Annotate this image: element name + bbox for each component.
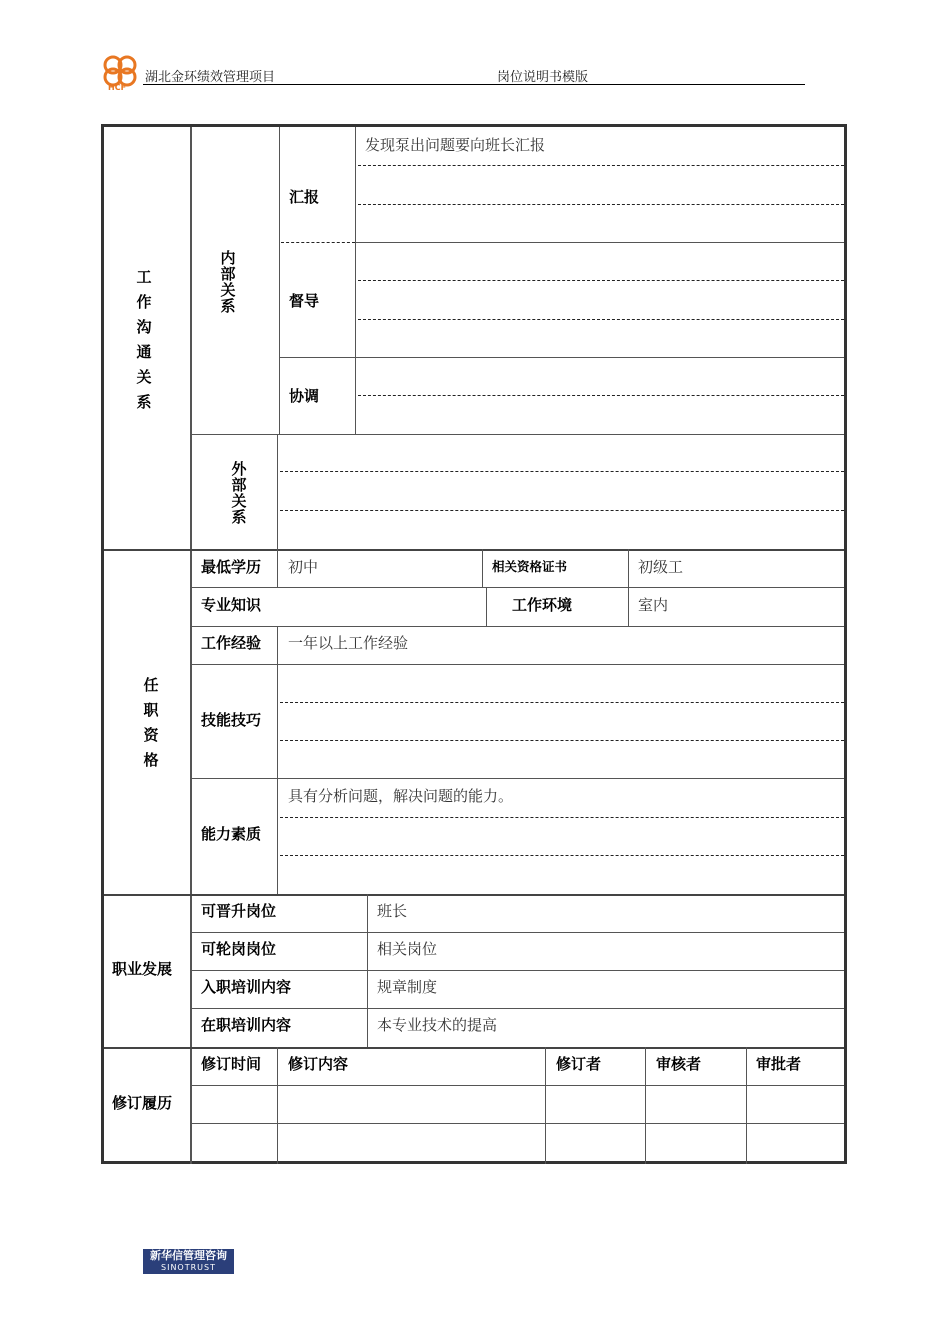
- coordinate-label: 协调: [289, 387, 320, 405]
- experience-value: 一年以上工作经验: [288, 634, 409, 652]
- ability-value: 具有分析问题，解决问题的能力。: [288, 787, 514, 805]
- logo-text: HCF: [108, 83, 127, 92]
- work-environment-value: 室内: [638, 596, 669, 614]
- certificate-label: 相关资格证书: [492, 559, 568, 574]
- header-doc-title: 岗位说明书模版: [497, 70, 589, 85]
- rotate-label: 可轮岗岗位: [201, 940, 277, 958]
- onjob-training-label: 在职培训内容: [201, 1016, 292, 1034]
- onjob-training-value: 本专业技术的提高: [377, 1016, 498, 1034]
- section-career: 职业发展: [112, 960, 173, 978]
- header-company: 湖北金环绩效管理项目: [145, 70, 276, 85]
- revision-col-reviser: 修订者: [556, 1055, 602, 1073]
- work-environment-label: 工作环境: [512, 596, 573, 614]
- promote-value: 班长: [377, 902, 408, 920]
- sinotrust-logo-cn: 新华信管理咨询: [150, 1249, 227, 1262]
- section-divider: [104, 894, 844, 896]
- section-divider: [104, 1047, 844, 1049]
- onboard-training-value: 规章制度: [377, 978, 438, 996]
- external-relations-label: 外部关系: [231, 460, 247, 526]
- knowledge-label: 专业知识: [201, 596, 262, 614]
- revision-col-time: 修订时间: [201, 1055, 262, 1073]
- section-revision: 修订履历: [112, 1094, 173, 1112]
- supervise-label: 督导: [289, 292, 320, 310]
- certificate-value: 初级工: [638, 558, 684, 576]
- experience-label: 工作经验: [201, 634, 262, 652]
- skills-label: 技能技巧: [201, 711, 262, 729]
- education-value: 初中: [288, 558, 319, 576]
- rotate-value: 相关岗位: [377, 940, 438, 958]
- promote-label: 可晋升岗位: [201, 902, 277, 920]
- report-value: 发现泵出问题要向班长汇报: [365, 136, 546, 154]
- sinotrust-logo-en: SINOTRUST: [161, 1263, 216, 1272]
- revision-col-checker: 审核者: [656, 1055, 702, 1073]
- ability-label: 能力素质: [201, 825, 262, 843]
- revision-col-content: 修订内容: [288, 1055, 349, 1073]
- revision-col-approver: 审批者: [756, 1055, 802, 1073]
- section-divider: [104, 549, 844, 551]
- education-label: 最低学历: [201, 558, 262, 576]
- company-logo: [100, 53, 140, 95]
- section-communication: 工作沟通关系: [136, 268, 152, 411]
- header-divider: [143, 84, 805, 85]
- report-label: 汇报: [289, 188, 320, 206]
- internal-relations-label: 内部关系: [220, 249, 236, 315]
- onboard-training-label: 入职培训内容: [201, 978, 292, 996]
- sinotrust-logo: [143, 1249, 234, 1274]
- section-qualification: 任职资格: [143, 676, 159, 769]
